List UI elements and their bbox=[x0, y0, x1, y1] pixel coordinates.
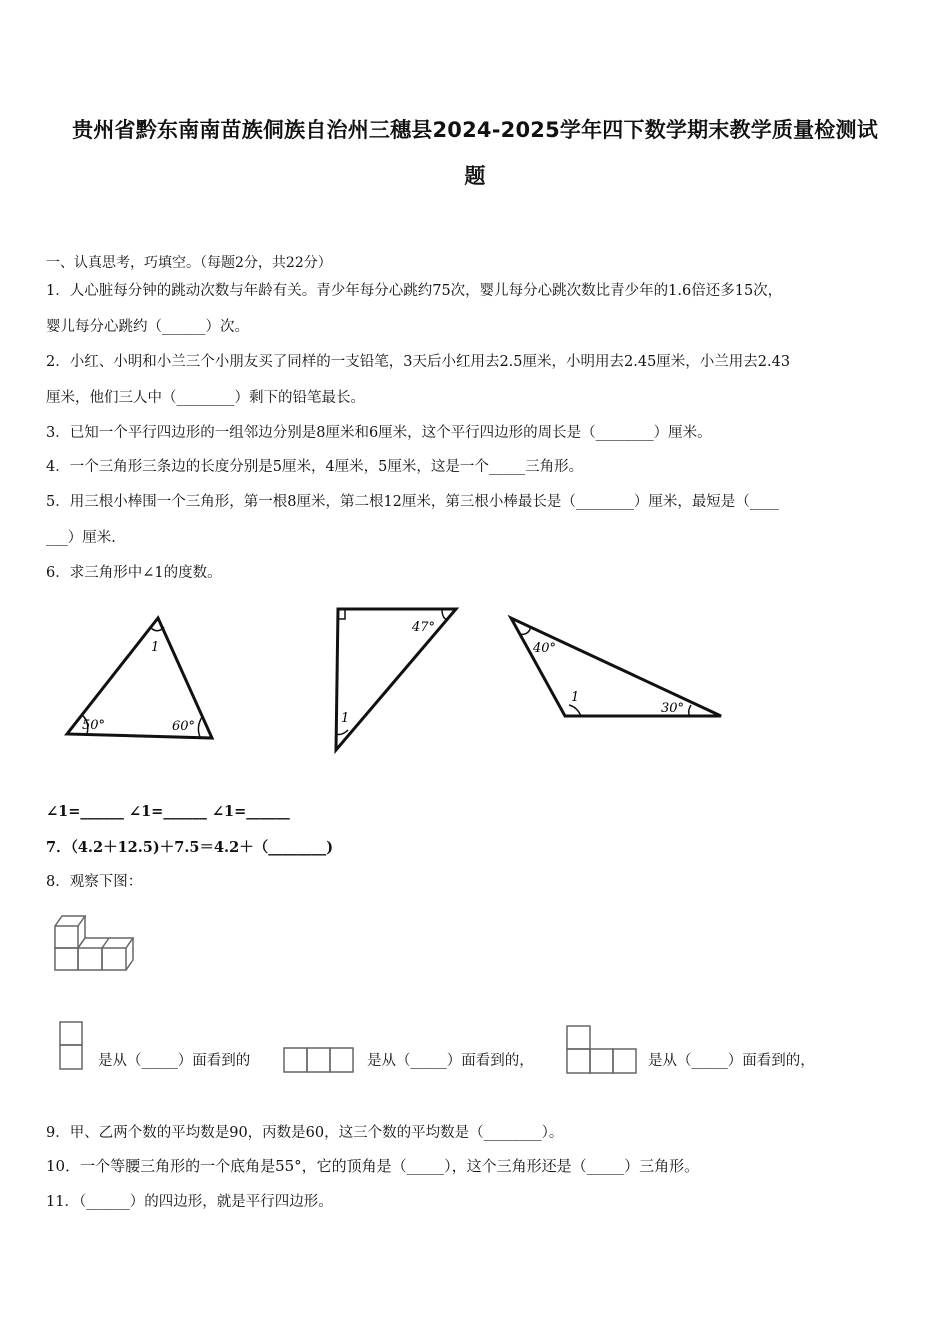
triangle-figure-1 bbox=[60, 612, 220, 744]
triangle-3-angle-40: 40° bbox=[533, 641, 557, 656]
question-8-view-2-text: 是从（_____）面看到的， bbox=[367, 1053, 534, 1069]
view-l-shape bbox=[565, 1024, 639, 1076]
question-7: 7．（4.2＋12.5)＋7.5＝4.2＋（________) bbox=[46, 839, 334, 856]
question-6: 6．求三角形中∠1的度数。 bbox=[46, 565, 222, 581]
question-8: 8．观察下图： bbox=[46, 874, 143, 890]
question-11: 11．（______）的四边形，就是平行四边形。 bbox=[46, 1194, 333, 1210]
question-3: 3．已知一个平行四边形的一组邻边分别是8厘米和6厘米，这个平行四边形的周长是（________）厘米。 bbox=[46, 425, 712, 441]
triangle-figure-3 bbox=[505, 612, 730, 724]
triangle-2-angle-47: 47° bbox=[412, 620, 436, 635]
triangle-1-angle-1: 1 bbox=[151, 640, 160, 655]
question-2-line1: 2．小红、小明和小兰三个小朋友买了同样的一支铅笔，3天后小红用去2.5厘米，小明用去2.45厘米，小兰用去2.43 bbox=[46, 354, 791, 370]
triangle-1-angle-60: 60° bbox=[172, 719, 196, 734]
triangle-2-angle-1: 1 bbox=[341, 711, 350, 726]
question-6-answers: ∠1=______ ∠1=______ ∠1=______ bbox=[46, 803, 290, 820]
question-9: 9．甲、乙两个数的平均数是90，丙数是60，这三个数的平均数是（________）。 bbox=[46, 1125, 564, 1141]
question-4: 4．一个三角形三条边的长度分别是5厘米，4厘米，5厘米，这是一个_____三角形。 bbox=[46, 459, 584, 475]
question-5-line2: ___）厘米. bbox=[46, 530, 116, 546]
view-vertical-two-squares bbox=[58, 1020, 84, 1072]
triangle-3-angle-1: 1 bbox=[571, 690, 580, 705]
triangle-3-angle-30: 30° bbox=[661, 701, 685, 716]
question-1-line1: 1．人心脏每分钟的跳动次数与年龄有关。青少年每分心跳约75次，婴儿每分心跳次数比青少年的1.6倍还多15次， bbox=[46, 283, 783, 299]
triangle-figure-2 bbox=[330, 604, 465, 756]
page-title: 贵州省黔东南南苗族侗族自治州三穗县2024-2025学年四下数学期末教学质量检测试 bbox=[72, 118, 878, 142]
question-1-line2: 婴儿每分心跳约（______）次。 bbox=[46, 319, 249, 335]
cube-stack-figure bbox=[50, 908, 140, 974]
question-2-line2: 厘米，他们三人中（________）剩下的铅笔最长。 bbox=[46, 390, 365, 406]
section-heading: 一、认真思考，巧填空。（每题2分，共22分） bbox=[46, 255, 332, 271]
view-three-squares-row bbox=[282, 1046, 356, 1074]
page-title-continued: 题 bbox=[464, 164, 486, 188]
question-5-line1: 5．用三根小棒围一个三角形，第一根8厘米，第二根12厘米，第三根小棒最长是（________）厘米，最短是（____ bbox=[46, 494, 779, 510]
question-8-view-3-text: 是从（_____）面看到的， bbox=[648, 1053, 815, 1069]
triangle-1-angle-50: 50° bbox=[82, 718, 106, 733]
question-8-view-1-text: 是从（_____）面看到的 bbox=[98, 1053, 251, 1069]
question-10: 10．一个等腰三角形的一个底角是55°，它的顶角是（_____），这个三角形还是（_____）三角形。 bbox=[46, 1157, 700, 1175]
